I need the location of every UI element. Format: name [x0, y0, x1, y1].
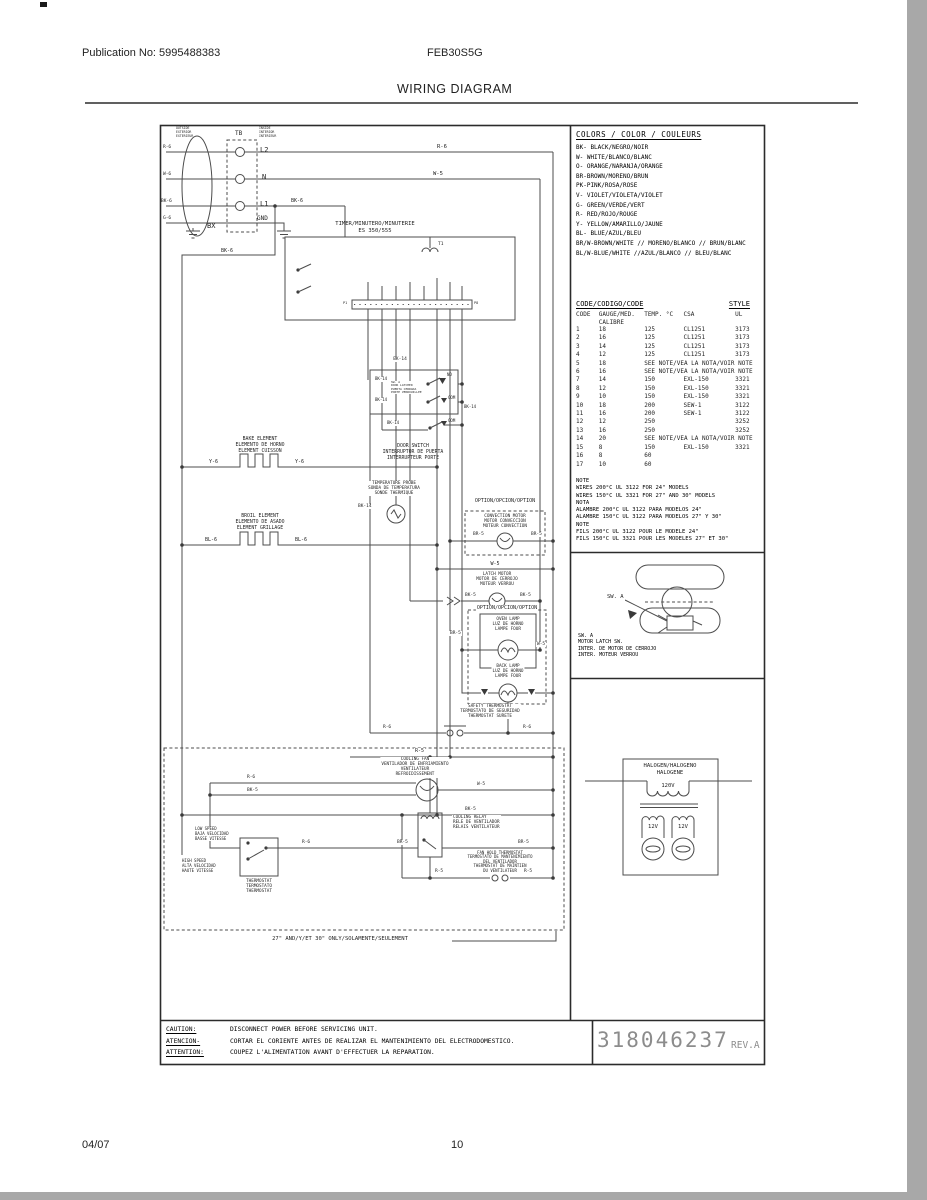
- cooling-section: [164, 748, 564, 941]
- halogen-transformer-drawing: [585, 759, 752, 875]
- high-speed-label: HIGH SPEED ALTA VELOCIDAD HAUTE VITESSE: [182, 858, 216, 873]
- contact-com-label-a: COM: [448, 395, 456, 400]
- code-table-row: 5 18 SEE NOTE/VEA LA NOTA/VOIR NOTE: [576, 359, 753, 367]
- wire-label-br5-conv-left: BR-5: [473, 532, 484, 537]
- page-title: WIRING DIAGRAM: [397, 82, 513, 96]
- wire-label-bk5-bus: BK-5: [465, 807, 476, 812]
- caution-row: CAUTION: DISCONNECT POWER BEFORE SERVICING UNIT.: [166, 1026, 378, 1033]
- timer-label: TIMER/MINUTERO/MINUTERIE ES 350/555: [335, 221, 415, 234]
- colors-legend-list: BK- BLACK/NEGRO/NOIR W- WHITE/BLANCO/BLANC O- ORANGE/NARANJA/ORANGE BR-BROWN/MORENO/BRUN PK-PINK/ROSA/ROSE V- VIOLET/VIOLETA/VIOLET G- GREEN/VERDE/VERT R- RED/ROJO/ROUGE Y- YELLOW/AMARILLO/JAUNE BL- BLUE/AZUL/BLEU BR/W-BROWN/WHITE // MORENO/BLANCO // BRUN/BLANC BL/W-BLUE/WHITE //AZUL/BLANCO // BLEU/BLANC: [576, 144, 746, 257]
- timer-t1-label: T1: [438, 242, 444, 247]
- terminal-block-label: TB: [235, 130, 243, 137]
- code-table-row: 10 18 200 SEW-1 3122: [576, 401, 750, 409]
- revision-label: REV.A: [731, 1040, 760, 1051]
- code-table-row: 6 16 SEE NOTE/VEA LA NOTA/VOIR NOTE: [576, 368, 753, 376]
- wire-label-bl6-right: BL-6: [295, 537, 308, 543]
- code-table-row: 7 14 150 EXL-150 3321: [576, 376, 750, 384]
- caution-row: ATENCION- CORTAR EL CORIENTE ANTES DE REALIZAR EL MANTENIMIENTO DEL ELECTRODOMESTICO.: [166, 1037, 515, 1045]
- low-speed-label: LOW SPEED BAJA VELOCIDAD BASSE VITESSE: [195, 826, 229, 841]
- col-code: CODE: [576, 311, 591, 318]
- code-table-row: 14 20 SEE NOTE/VEA LA NOTA/VOIR NOTE: [576, 435, 753, 443]
- temp-probe-label: TEMPERATURE PROBE SONDA DE TEMPERATURA SONDE THERMIQUE: [368, 481, 420, 497]
- col-csa: CSA: [683, 311, 695, 318]
- code-table-style-heading: STYLE: [728, 300, 750, 308]
- temp-probe-symbol: [387, 505, 405, 523]
- code-table-row: 12 12 250 3252: [576, 418, 750, 426]
- code-table-header-row: [576, 311, 760, 326]
- wire-label-br5-relay-left: BR-5: [397, 840, 408, 845]
- halogen-secondary-voltage-1: 12V: [648, 824, 658, 830]
- publication-number: Publication No: 5995488383: [82, 47, 221, 59]
- wire-label-bk14-b: BK-14: [375, 397, 388, 402]
- col-ul: UL: [735, 311, 743, 318]
- door-switch-note: SW. A DOOR LATCHED PUERTA CERRADA PORTE VERROUILLEE: [391, 380, 422, 394]
- halogen-secondary-voltage-2: 12V: [678, 824, 688, 830]
- wire-label-br5-relay-right: BR-5: [518, 840, 529, 845]
- power-entry: [166, 136, 553, 855]
- code-table-row: 4 12 125 CL1251 3173: [576, 351, 750, 359]
- wire-label-bk14-right: BK-14: [464, 404, 477, 409]
- wire-label-bk5-latch-right: BK-5: [520, 593, 531, 598]
- wire-label-r5-top: R-5: [415, 748, 425, 754]
- code-table-row: 17 10 60: [576, 460, 652, 468]
- code-table-row: 8 12 150 EXL-150 3321: [576, 384, 750, 392]
- wire-label-w5-fan: W-5: [477, 782, 486, 787]
- wire-label-w6-in: W-6: [163, 172, 172, 177]
- footer-page-number: 10: [451, 1139, 464, 1151]
- option-label-1: OPTION/OPCION/OPTION: [474, 498, 536, 504]
- code-table-row: 3 14 125 CL1251 3173: [576, 342, 750, 350]
- terminal-n: N: [262, 173, 267, 181]
- part-number: 318046237: [597, 1028, 729, 1052]
- code-table-row: 9 10 150 EXL-150 3321: [576, 393, 750, 401]
- contact-com-label-b: COM: [448, 418, 456, 423]
- back-lamp-label: BACK LAMP LUZ DE HORNO LAMPE FOUR: [492, 664, 524, 680]
- wire-label-r6-top: R-6: [437, 144, 447, 150]
- col-gauge: GAUGE/MED. CALIBRE: [598, 311, 635, 326]
- colors-legend: [576, 130, 764, 258]
- caution-row: ATTENTION: COUPEZ L'ALIMENTATION AVANT D'EFFECTUER LA REPARATION.: [166, 1049, 435, 1057]
- wire-label-r5-hold-right: R-5: [524, 869, 533, 874]
- wire-label-bk14-probe: BK-14: [358, 504, 372, 509]
- timer-p8-label: P8: [474, 301, 479, 305]
- convection-motor-label: CONVECTION MOTOR MOTOR CONVECCION MOTEUR CONVECTION: [483, 514, 527, 530]
- code-table-row: 1 18 125 CL1251 3173: [576, 326, 750, 333]
- latch-switch-detail-drawing: [625, 565, 724, 633]
- wire-label-bk5-fan: BK-5: [247, 788, 258, 793]
- code-table-row: 2 16 125 CL1251 3173: [576, 334, 750, 342]
- broil-element-label: BROIL ELEMENT ELEMENTO DE ASADO ELEMENT GRILLAGE: [235, 514, 285, 531]
- inside-label: INSIDE INTERIOR INTERIEUR: [259, 126, 277, 138]
- fan-thermostat-label: THERMOSTAT TERMOSTATO THERMOSTAT: [246, 879, 272, 895]
- caution-block: [166, 1024, 581, 1059]
- wire-label-r6-fan: R-6: [247, 775, 256, 780]
- wire-label-bk6-bus: BK-6: [221, 248, 234, 254]
- wire-label-g6-in: G-6: [163, 216, 172, 221]
- latch-motor-label: LATCH MOTOR MOTOR DE CERROJO MOTEUR VERROU: [476, 572, 518, 588]
- wire-label-bk14-c: BK-14: [387, 420, 400, 425]
- wire-label-r6-safety-left: R-6: [383, 725, 392, 730]
- wire-label-br5-conv-right: BR-5: [531, 532, 542, 537]
- cooling-relay-label: COOLING RELAY RELE DE VENTILADOR RELAIS VENTILATEUR: [453, 815, 500, 831]
- terminal-gnd: GND: [257, 215, 268, 222]
- fan-hold-thermostat-label: FAN HOLD THERMOSTAT TERMOSTATO DE MANTENIMIENTO DEL VENTILADOR THERMOSTAT DE MAINTIEN DU VENTILATEUR: [467, 850, 533, 873]
- bx-label: BX: [207, 222, 216, 230]
- wire-label-bk14-top: BK-14: [393, 357, 407, 362]
- wire-label-bk5-latch-left: BK-5: [465, 593, 476, 598]
- wire-code-table: [576, 300, 764, 469]
- code-table-row: 16 8 60: [576, 452, 652, 460]
- wire-label-r6-safety-right: R-6: [523, 725, 532, 730]
- wire-label-bk14-a: BK-14: [375, 376, 388, 381]
- door-switch-label: DOOR SWITCH INTERRUPTOR DE PUERTA INTERRUPTEUR PORTE: [382, 444, 444, 461]
- code-table-row: 13 16 250 3252: [576, 426, 750, 434]
- code-table-row: 15 8 150 EXL-150 3321: [576, 443, 750, 451]
- option-label-2: OPTION/OPCION/OPTION: [476, 605, 538, 611]
- oven-lamp-label: OVEN LAMP LUZ DE HORNO LAMPE FOUR: [492, 617, 524, 633]
- sw-a-callout: SW. A: [607, 594, 624, 600]
- halogen-title: HALOGEN/HALOGENO HALOGENE: [643, 763, 697, 776]
- wire-label-bk6-in: BK-6: [161, 199, 172, 204]
- timer-p1-label: P1: [343, 301, 348, 305]
- wire-label-y6-right: Y-6: [295, 459, 305, 465]
- broil-element-symbol: [180, 532, 439, 547]
- wire-label-bl6-left: BL-6: [205, 537, 218, 543]
- contact-no-label: NO: [447, 372, 452, 377]
- wire-label-y6-left: Y-6: [209, 459, 219, 465]
- wire-label-r6-thermostat: R-6: [302, 840, 311, 845]
- wire-notes: NOTE WIRES 200°C UL 3122 FOR 24" MODELS WIRES 150°C UL 3321 FOR 27" AND 30" MODELS NOTA ALAMBRE 200°C UL 3122 PARA MODELOS 24" ALAMBRE 150°C UL 3122 PARA MODELOS 27" Y 30" NOTE FILS 200°C UL 3122 POUR LE MODELE 24" FILS 150°C UL 3321 POUR LES MODELES 27" ET 30": [576, 478, 729, 543]
- col-temp: TEMP. °C: [644, 311, 674, 318]
- size-footnote: 27" AND/Y/ET 30" ONLY/SOLAMENTE/SEULEMENT: [272, 936, 408, 942]
- model-number: FEB30S5G: [427, 47, 483, 59]
- cooling-fan-label: COOLING FAN VENTILADOR DE ENFRIAMIENTO VENTILATEUR REFROIDISSEMENT: [381, 757, 449, 778]
- terminal-l1: L1: [260, 200, 269, 208]
- wire-label-br5-lamp: BR-5: [450, 631, 461, 636]
- bake-element-label: BAKE ELEMENT ELEMENTO DE HORNO ELEMENT CUISSON: [235, 437, 285, 454]
- footer-date: 04/07: [82, 1139, 110, 1151]
- wire-label-r5-hold-left: R-5: [435, 869, 444, 874]
- safety-thermostat-label: SAFETY THERMOSTAT TERMOSTATO DE SEGURIDAD THERMOSTAT SURETE: [460, 704, 520, 720]
- wire-label-w5-mid: W-5: [490, 561, 500, 567]
- timer: [285, 237, 515, 320]
- motor-latch-switch-note: SW. A MOTOR LATCH SW. INTER. DE MOTOR DE CERROJO INTER. MOTEUR VERROU: [578, 633, 657, 659]
- code-table: [576, 311, 760, 469]
- wire-label-bk6-l1: BK-6: [291, 198, 304, 204]
- wire-label-r6-in: R-6: [163, 145, 172, 150]
- outside-label: OUTSIDE EXTERIOR EXTERIEUR: [176, 126, 194, 138]
- wire-label-w5-top: W-5: [433, 171, 443, 177]
- terminal-l2: L2: [260, 146, 269, 154]
- scan-artifact: [40, 2, 47, 7]
- colors-legend-title: COLORS / COLOR / COULEURS: [576, 130, 702, 139]
- code-table-title: CODE/CODIGO/CODE: [576, 300, 644, 308]
- code-table-row: 11 16 200 SEW-1 3122: [576, 410, 750, 418]
- halogen-primary-voltage: 120V: [661, 783, 675, 789]
- wire-label-w5-lamp: W-5: [537, 642, 546, 647]
